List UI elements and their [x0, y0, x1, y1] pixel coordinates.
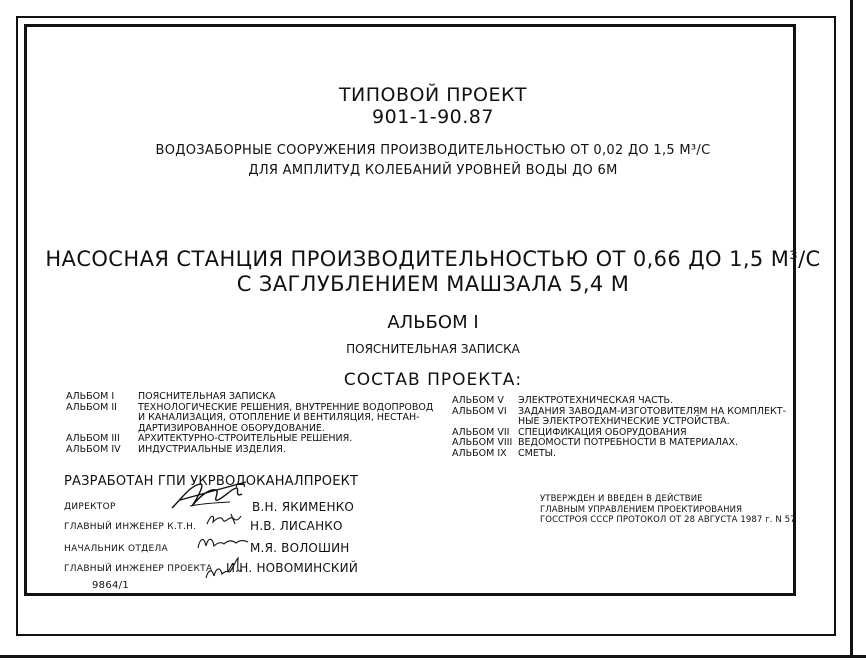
album-number: АЛЬБОМ I [387, 312, 479, 333]
chief-engineer-signature [205, 512, 247, 528]
list-item: АЛЬБОМ VI ЗАДАНИЯ ЗАВОДАМ-ИЗГОТОВИТЕЛЯМ НА КОМПЛЕКТ- [452, 405, 786, 417]
station-title-line1: НАСОСНАЯ СТАНЦИЯ ПРОИЗВОДИТЕЛЬНОСТЬЮ ОТ 0,66 ДО 1,5 М³/С [45, 247, 821, 271]
approval-block [540, 494, 796, 526]
doc-type: ТИПОВОЙ ПРОЕКТ [338, 84, 528, 106]
developer-heading: РАЗРАБОТАН ГПИ УКРВОДОКАНАЛПРОЕКТ [64, 474, 359, 489]
signatory-role: ДИРЕКТОР [64, 502, 116, 512]
project-code: 901-1-90.87 [372, 106, 494, 128]
album-name: ПОЯСНИТЕЛЬНАЯ ЗАПИСКА [346, 342, 520, 356]
chief-project-engineer-signature [202, 556, 246, 584]
signatory-role: НАЧАЛЬНИК ОТДЕЛА [64, 544, 168, 554]
list-item: АЛЬБОМ II ТЕХНОЛОГИЧЕСКИЕ РЕШЕНИЯ, ВНУТРЕННИЕ ВОДОПРОВОД [66, 401, 434, 413]
project-description-line2: ДЛЯ АМПЛИТУД КОЛЕБАНИЙ УРОВНЕЙ ВОДЫ ДО 6М [248, 163, 618, 178]
list-item: АЛЬБОМ IV ИНДУСТРИАЛЬНЫЕ ИЗДЕЛИЯ. [66, 443, 286, 455]
director-signature [170, 478, 250, 514]
list-item: АЛЬБОМ VIII ВЕДОМОСТИ ПОТРЕБНОСТИ В МАТЕРИАЛАХ. [452, 437, 739, 448]
composition-right-list [452, 396, 786, 459]
composition-heading: СОСТАВ ПРОЕКТА: [343, 370, 523, 390]
signatory-name: М.Я. ВОЛОШИН [250, 541, 350, 555]
station-title-line2: С ЗАГЛУБЛЕНИЕМ МАШЗАЛА 5,4 М [236, 272, 630, 296]
signatory-name: Н.В. ЛИСАНКО [250, 519, 343, 533]
approval-line: УТВЕРЖДЕН И ВВЕДЕН В ДЕЙСТВИЕ [540, 494, 703, 504]
list-item: АЛЬБОМ I ПОЯСНИТЕЛЬНАЯ ЗАПИСКА [66, 391, 276, 402]
approval-line: ГЛАВНЫМ УПРАВЛЕНИЕМ ПРОЕКТИРОВАНИЯ [540, 504, 743, 515]
signatory-role: ГЛАВНЫЙ ИНЖЕНЕР К.Т.Н. [64, 522, 197, 532]
signatory-name: В.Н. ЯКИМЕНКО [252, 500, 355, 514]
list-item: АЛЬБОМ V ЭЛЕКТРОТЕХНИЧЕСКАЯ ЧАСТЬ. [452, 395, 674, 406]
approval-line: ГОССТРОЯ СССР ПРОТОКОЛ ОТ 28 АВГУСТА 1987 г. N 57 [540, 515, 796, 525]
list-item: ДАРТИЗИРОВАННОЕ ОБОРУДОВАНИЕ. [138, 422, 325, 434]
composition-left-list [66, 392, 433, 455]
list-item: НЫЕ ЭЛЕКТРОТЕХНИЧЕСКИЕ УСТРОЙСТВА. [518, 416, 730, 427]
signatory-role: ГЛАВНЫЙ ИНЖЕНЕР ПРОЕКТА [64, 564, 213, 574]
list-item: АЛЬБОМ VII СПЕЦИФИКАЦИЯ ОБОРУДОВАНИЯ [452, 426, 687, 438]
list-item: И КАНАЛИЗАЦИЯ, ОТОПЛЕНИЕ И ВЕНТИЛЯЦИЯ, НЕСТАН- [138, 412, 420, 423]
project-description-line1: ВОДОЗАБОРНЫЕ СООРУЖЕНИЯ ПРОИЗВОДИТЕЛЬНОСТЬЮ ОТ 0,02 ДО 1,5 М³/С [155, 143, 711, 158]
list-item: АЛЬБОМ IX СМЕТЫ. [452, 447, 557, 459]
sheet-bottom-edge [0, 655, 866, 658]
list-item: АЛЬБОМ III АРХИТЕКТУРНО-СТРОИТЕЛЬНЫЕ РЕШЕНИЯ. [66, 433, 353, 444]
inventory-number: 9864/1 [92, 580, 129, 591]
signatory-name: И.Н. НОВОМИНСКИЙ [226, 561, 358, 575]
department-head-signature [196, 534, 250, 552]
